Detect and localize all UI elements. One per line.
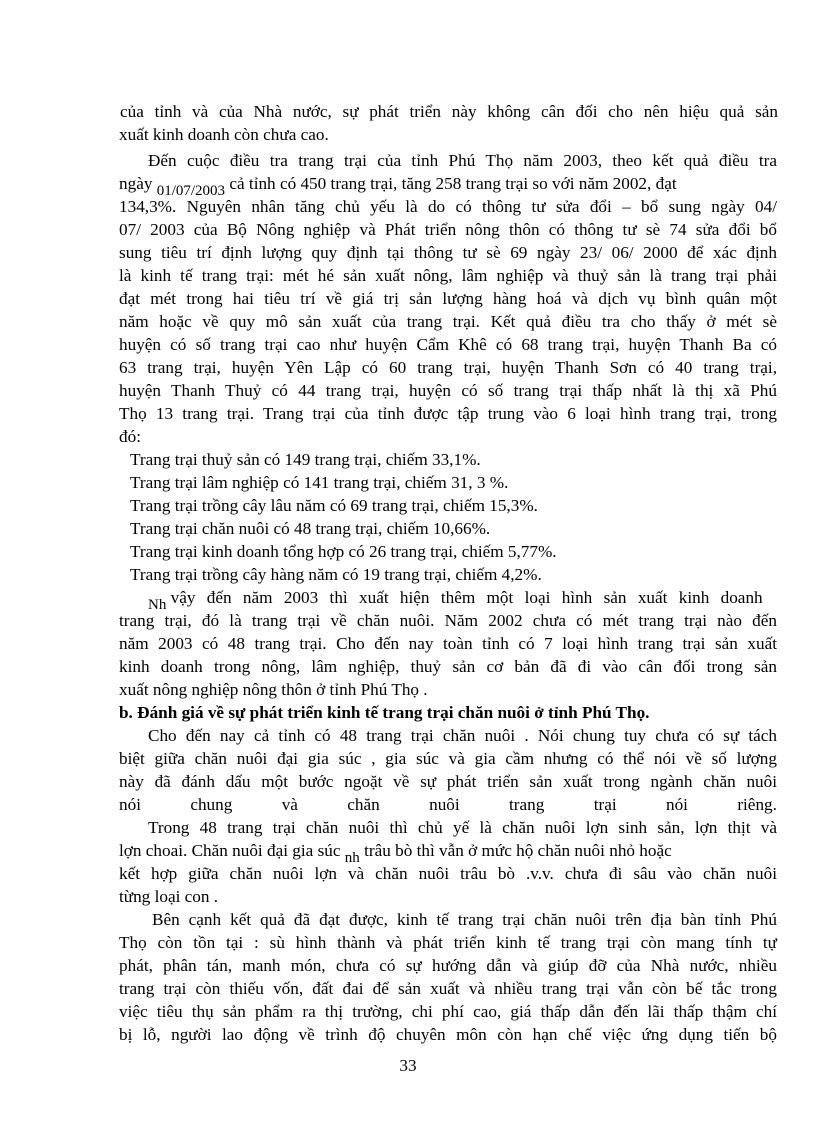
word: và	[281, 795, 298, 814]
text-span: cả tỉnh có 450 trang trại, tăng 258 trang trại so với năm 2002, đạt	[229, 174, 677, 193]
text-line: trang trại, đó là trang trại về chăn nuôi. Năm 2002 chưa có mét trang trại nào đến	[119, 611, 777, 630]
text-line	[148, 587, 777, 613]
word: riêng.	[737, 795, 777, 814]
list-item: Trang trại kinh doanh tổng hợp có 26 trang trại, chiếm 5,77%.	[130, 542, 557, 561]
word: nói	[665, 795, 688, 814]
word: trại	[593, 795, 617, 814]
text-line: của tỉnh và của Nhà nước, sự phát triển này không cân đối cho nên hiệu quả sản	[120, 102, 778, 121]
list-item: Trang trại trồng cây lâu năm có 69 trang trại, chiếm 15,3%.	[130, 496, 538, 515]
word: trang	[509, 795, 545, 814]
list-item: Trang trại thuỷ sản có 149 trang trại, chiếm 33,1%.	[130, 450, 481, 469]
text-line: năm hoặc về quy mô sản xuất của trang trại. Kết quả điều tra cho thấy ở mét sè	[119, 312, 777, 331]
text-line: 63 trang trại, huyện Yên Lập có 60 trang trại, huyện Thanh Sơn có 40 trang trại,	[119, 358, 777, 377]
text-line: Cho đến nay cả tỉnh có 48 trang trại chăn nuôi . Nói chung tuy chưa có sự tách	[148, 726, 777, 745]
text-line: kinh doanh trong nông, lâm nghiệp, thuỷ sản cơ bản đã đi vào cân đối trong sản	[119, 657, 777, 676]
text-line: 134,3%. Nguyên nhân tăng chủ yếu là do có thông tư sửa đổi – bổ sung ngày 04/	[119, 197, 777, 216]
text-line	[119, 173, 777, 199]
text-span: Nh	[148, 597, 167, 613]
text-line: kết hợp giữa chăn nuôi lợn và chăn nuôi trâu bò .v.v. chưa đi sâu vào chăn nuôi	[119, 864, 777, 883]
text-line: Thọ 13 trang trại. Trang trại của tỉnh được tập trung vào 6 loại hình trang trại, trong	[119, 404, 777, 423]
text-line: Đến cuộc điều tra trang trại của tỉnh Phú Thọ năm 2003, theo kết quả điều tra	[148, 151, 777, 170]
word: chung	[190, 795, 233, 814]
list-item: Trang trại chăn nuôi có 48 trang trại, chiếm 10,66%.	[130, 519, 491, 538]
text-line: Bên cạnh kết quả đã đạt được, kinh tế trang trại chăn nuôi trên địa bàn tỉnh Phú	[152, 910, 777, 929]
text-line: huyện Thanh Thuỷ có 44 trang trại, huyện có số trang trại thấp nhất là thị xã Phú	[119, 381, 777, 400]
text-line	[119, 794, 777, 816]
list-item: Trang trại lâm nghiệp có 141 trang trại, chiếm 31, 3 %.	[130, 473, 509, 492]
text-line: năm 2003 có 48 trang trại. Cho đến nay toàn tỉnh có 7 loại hình trang trại sản xuất	[119, 634, 777, 653]
text-line: phát, phân tán, manh món, chưa có sự hướng dẫn và giúp đỡ của Nhà nước, nhiều	[119, 956, 777, 975]
text-line: đó:	[119, 427, 141, 446]
text-line: bị lỗ, người lao động về trình độ chuyên môn còn hạn chế việc ứng dụng tiến bộ	[119, 1025, 777, 1044]
text-line: từng loại con .	[119, 887, 219, 906]
text-line: biệt giữa chăn nuôi đại gia súc , gia súc và gia cầm nhưng có thể nói về số lượng	[119, 749, 777, 768]
text-line: xuất kinh doanh còn chưa cao.	[119, 125, 329, 144]
text-line: là kinh tế trang trại: mét hé sản xuất nông, lâm nghiệp và thuỷ sản là trang trại phải	[119, 266, 777, 285]
date-subscript: 01/07/2003	[156, 183, 226, 199]
text-line: huyện có số trang trại cao như huyện Cẩm Khê có 68 trang trại, huyện Thanh Ba có	[119, 335, 777, 354]
text-line: Trong 48 trang trại chăn nuôi thì chủ yế là chăn nuôi lợn sinh sản, lợn thịt và	[148, 818, 777, 837]
text-span: ngày	[119, 174, 153, 193]
text-span: nh	[344, 850, 360, 866]
text-span: trâu bò thì vẫn ở mức hộ chăn nuôi nhỏ hoặc	[364, 841, 672, 860]
word: chăn	[347, 795, 380, 814]
word: nuôi	[429, 795, 460, 814]
text-line: 07/ 2003 của Bộ Nông nghiệp và Phát triển nông thôn có thông tư sè 74 sửa đổi bổ	[119, 220, 777, 239]
text-line	[119, 840, 777, 866]
text-line: trang trại còn thiếu vốn, đất đai để sản xuất và nhiều trang trại vẫn còn bế tắc trong	[119, 979, 777, 998]
list-item: Trang trại trồng cây hàng năm có 19 trang trại, chiếm 4,2%.	[130, 565, 542, 584]
text-line: xuất nông nghiệp nông thôn ở tỉnh Phú Thọ .	[119, 680, 428, 699]
text-line: sung tiêu trí định lượng quy định tại thông tư sè 69 ngày 23/ 06/ 2000 để xác định	[119, 243, 777, 262]
text-line: Thọ còn tồn tại : sù hình thành và phát triển kinh tế trang trại còn mang tính tự	[119, 933, 777, 952]
section-heading: b. Đánh giá về sự phát triển kinh tế trang trại chăn nuôi ở tỉnh Phú Thọ.	[119, 703, 650, 722]
text-line: việc tiêu thụ sản phẩm ra thị trường, chi phí cao, giá thấp dẫn đến lãi thấp thậm chí	[119, 1002, 777, 1021]
text-span: vậy đến năm 2003 thì xuất hiện thêm một loại hình sản xuất kinh doanh	[170, 588, 763, 607]
text-line: này đã đánh dấu một bước ngoặt về sự phát triển sản xuất trong ngành chăn nuôi	[119, 772, 777, 791]
text-line: đạt mét trong hai tiêu trí về giá trị sản lượng hàng hoá và dịch vụ bình quân một	[119, 289, 777, 308]
word: nói	[119, 795, 141, 814]
text-span: lợn choai. Chăn nuôi đại gia súc	[119, 841, 341, 860]
page-number: 33	[399, 1056, 417, 1075]
